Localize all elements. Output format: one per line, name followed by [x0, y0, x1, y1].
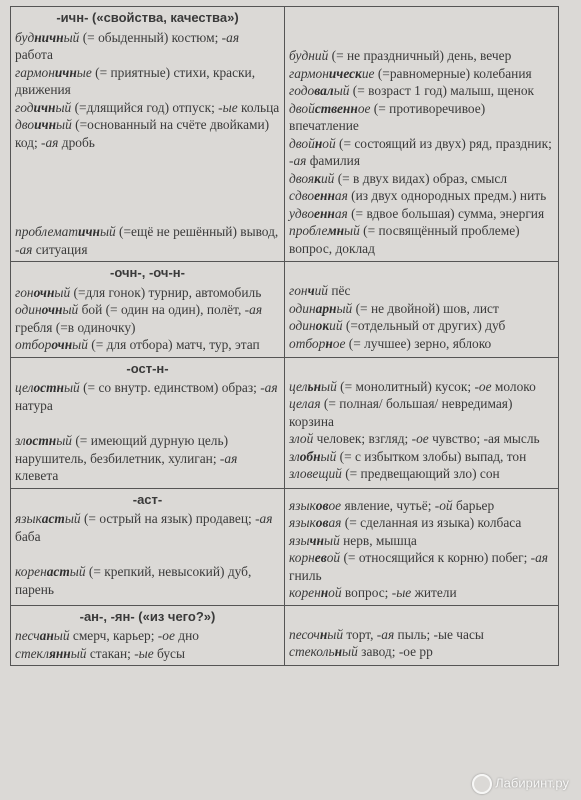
entry-post: ая: [334, 188, 348, 203]
entry-suf: янн: [48, 645, 71, 661]
entry-tail: чувство; -ая мысль: [428, 431, 540, 446]
entry-post: ой: [326, 550, 341, 565]
word-entry: [15, 64, 280, 99]
entry-form: -ая: [221, 29, 240, 45]
entry-tail: баба: [15, 528, 41, 544]
entry-rest: (= предвещающий зло) сон: [341, 466, 500, 481]
word-entry: [15, 510, 280, 545]
entry-rest: (= состоящий из двух) ряд, праздник;: [335, 135, 552, 151]
entry-form: -ые: [218, 99, 238, 115]
entry-post: ое: [328, 497, 342, 513]
entry-pre: двоя: [289, 170, 315, 186]
entry-rest: (= с избытком злобы) выпад, тон: [336, 448, 527, 464]
entry-post: ий: [328, 466, 342, 481]
entry-pre: гармон: [289, 65, 329, 81]
entry-pre: цел: [15, 380, 34, 395]
entry-post: ый: [63, 29, 80, 45]
entry-pre: буд: [15, 29, 35, 45]
entry-suf: ичн: [34, 117, 57, 132]
word-entry: [289, 170, 554, 188]
entry-pre: стекл: [15, 645, 49, 661]
entry-post: ый: [344, 223, 360, 238]
entry-post: ая: [328, 515, 342, 530]
entry-suf: к: [314, 170, 321, 186]
word-entry: [289, 282, 554, 300]
entry-post: ый: [321, 378, 337, 394]
suffix-header: -ост-н-: [126, 360, 169, 376]
entry-pre: год: [15, 99, 34, 115]
entry-suf: ственн: [314, 100, 358, 116]
entry-rest: пёс: [327, 283, 351, 298]
entry-suf: ичн: [33, 99, 56, 115]
word-entry: [289, 378, 554, 396]
entry-form: -ая: [41, 134, 59, 150]
entry-pre: цел: [289, 396, 308, 411]
entry-pre: сдво: [289, 188, 315, 203]
entry-suf: енн: [314, 205, 335, 221]
entry-rest: (= противоречивое) впечатление: [289, 100, 486, 133]
word-entry: [15, 223, 280, 258]
entry-rest: (= посвящённый проблеме) вопрос, доклад: [289, 223, 520, 256]
entry-rest: торт,: [343, 626, 377, 642]
entry-pre: язык: [289, 497, 316, 513]
entry-rest: явление, чутьё;: [341, 497, 435, 513]
left-cell: [11, 7, 285, 262]
entry-rest: (= со внутр. единством) образ;: [79, 380, 261, 395]
entry-suf: ок: [315, 318, 330, 333]
entry-rest: (= имеющий дурную цель) нарушитель, безбилетник, хулиган;: [15, 433, 229, 466]
entry-tail: гребля (=в одиночку): [15, 319, 136, 335]
entry-tail: бусы: [153, 645, 185, 661]
entry-pre: корен: [15, 564, 47, 579]
entry-rest: (= относящийся к корню) побег;: [340, 550, 531, 565]
word-entry: [289, 448, 554, 466]
word-entry: [15, 301, 280, 336]
entry-pre: двой: [289, 135, 315, 151]
entry-suf: аст: [46, 564, 70, 579]
table-row: [11, 605, 559, 666]
entry-post: ий: [320, 170, 335, 186]
entry-pre: один: [289, 318, 316, 333]
word-entry: [289, 514, 554, 532]
left-cell: [11, 357, 285, 488]
entry-suf: ичн: [54, 64, 77, 80]
entry-form: -ая: [289, 153, 307, 168]
entry-rest: завод; -ое рр: [357, 644, 433, 659]
entry-suf: н: [320, 585, 329, 600]
word-entry: [15, 284, 280, 302]
word-entry: [289, 65, 554, 83]
table-row: [11, 7, 559, 262]
entry-pre: удво: [289, 205, 315, 221]
entry-rest: (= полная/ большая/ невредимая) корзина: [289, 396, 513, 429]
watermark: [472, 774, 569, 794]
entry-post: ое: [357, 100, 371, 116]
entry-post: ой: [322, 135, 336, 151]
entry-pre: зл: [15, 433, 26, 448]
word-entry: [289, 465, 554, 483]
entry-post: ые: [76, 64, 92, 80]
entry-suf: енн: [314, 188, 335, 203]
entry-suf: ическ: [328, 65, 362, 81]
right-cell: [285, 488, 559, 605]
entry-form: -ые: [391, 585, 412, 600]
entry-suf: н: [325, 335, 333, 351]
entry-post: ый: [55, 99, 72, 115]
entry-post: ый: [336, 300, 353, 316]
entry-post: ая: [307, 396, 321, 411]
entry-pre: дво: [15, 117, 35, 132]
entry-pre: песч: [15, 628, 40, 643]
entry-post: ой: [328, 585, 342, 600]
entry-rest: бой (= один на один), полёт,: [78, 302, 245, 317]
left-cell: [11, 262, 285, 358]
word-entry: [15, 29, 280, 64]
word-entry: [15, 116, 280, 151]
entry-suf: мн: [327, 223, 345, 238]
right-cell: [285, 605, 559, 666]
entry-tail: молоко: [491, 378, 536, 394]
entry-suf: вал: [314, 83, 334, 98]
entry-rest: (= не двойной) шов, лист: [352, 300, 499, 316]
entry-form: -ая: [219, 450, 238, 466]
entry-post: ие: [361, 65, 375, 81]
right-cell: [285, 262, 559, 358]
entry-pre: один: [289, 300, 316, 316]
entry-post: ый: [54, 284, 71, 300]
entry-pre: язык: [289, 515, 316, 530]
word-entry: [289, 430, 554, 448]
entry-tail: натура: [15, 397, 53, 413]
word-entry: [289, 222, 554, 257]
entry-suf: ов: [315, 515, 329, 530]
entry-pre: отбор: [15, 337, 52, 352]
entry-form: -ые: [134, 645, 154, 661]
entry-pre: стеколь: [289, 644, 335, 659]
entry-tail: ситуация: [32, 241, 88, 257]
entry-tail: фамилия: [306, 153, 361, 168]
entry-post: ый: [56, 433, 72, 448]
entry-pre: гон: [289, 283, 308, 298]
labirint-logo-icon: [472, 774, 492, 794]
entry-suf: н: [334, 644, 343, 659]
table-row: [11, 357, 559, 488]
entry-post: ый: [70, 645, 87, 661]
suffix-header: -ан-, -ян- («из чего?»): [79, 608, 216, 624]
entry-form: -ая: [255, 511, 273, 526]
table-row: [11, 488, 559, 605]
entry-form: -ое: [474, 378, 492, 394]
suffix-header: -ичн- («свойства, качества»): [56, 10, 239, 25]
entry-pre: корен: [289, 585, 321, 600]
entry-post: ый: [62, 302, 79, 317]
entry-pre: годо: [289, 83, 315, 98]
entry-suf: очн: [41, 302, 63, 317]
entry-suf: ев: [314, 550, 327, 565]
entry-pre: песоч: [289, 626, 320, 642]
entry-pre: корн: [289, 550, 315, 565]
entry-suf: ан: [39, 628, 54, 643]
entry-post: ый: [72, 337, 88, 352]
word-entry: [289, 532, 554, 550]
entry-suf: обн: [299, 448, 321, 464]
entry-pre: будний: [289, 48, 329, 63]
word-entry: [15, 99, 280, 117]
entry-rest: (=основанный на счёте двойками) код;: [15, 117, 270, 150]
word-entry: [289, 335, 554, 353]
entry-post: ый: [342, 644, 358, 659]
entry-rest: (= острый на язык) продавец;: [80, 511, 256, 526]
entry-pre: пробле: [289, 223, 328, 238]
word-entry: [289, 300, 554, 318]
word-entry: [289, 497, 554, 515]
word-entry: [289, 82, 554, 100]
entry-suf: очн: [33, 284, 55, 300]
entry-pre: двой: [289, 100, 315, 116]
entry-rest: смерч, карьер;: [69, 628, 158, 643]
watermark-text: Лабиринт.ру: [495, 775, 569, 791]
word-entry: [289, 135, 554, 170]
word-entry: [289, 584, 554, 602]
entry-pre: язы: [289, 532, 310, 548]
entry-suf: ничн: [34, 29, 64, 45]
suffix-table: [10, 6, 559, 666]
entry-rest: вопрос;: [341, 585, 392, 600]
word-entry: [289, 187, 554, 205]
entry-rest: (=для гонок) турнир, автомобиль: [70, 284, 262, 300]
entry-suf: арн: [315, 300, 337, 316]
entry-tail: барьер: [452, 497, 495, 513]
word-entry: [15, 563, 280, 598]
entry-rest: (из двух однородных предм.) нить: [347, 188, 547, 203]
word-entry: [15, 627, 280, 645]
entry-tail: жители: [411, 585, 457, 600]
entry-suf: ьн: [307, 378, 322, 394]
entry-form: -ая: [530, 550, 549, 565]
table-row: [11, 262, 559, 358]
entry-post: ий: [314, 283, 328, 298]
entry-form: -ой: [434, 497, 453, 513]
entry-form: -ая: [244, 302, 263, 317]
entry-post: ой: [299, 431, 314, 446]
entry-suf: ичн: [78, 224, 100, 239]
entry-post: ый: [320, 448, 337, 464]
entry-tail: пыль; -ые часы: [394, 626, 484, 642]
entry-rest: (= не праздничный) день, вечер: [328, 48, 512, 63]
entry-rest: (= крепкий, невысокий) дуб, парень: [15, 564, 252, 597]
entry-tail: работа: [15, 47, 53, 62]
word-entry: [289, 205, 554, 223]
entry-pre: проблемат: [15, 224, 79, 239]
entry-post: ое: [332, 335, 346, 351]
entry-suf: аст: [41, 511, 65, 526]
entry-form: -ое: [157, 628, 175, 643]
entry-rest: (= сделанная из языка) колбаса: [341, 515, 522, 530]
entry-rest: (= обыденный) костюм;: [79, 29, 222, 45]
entry-pre: зл: [289, 448, 300, 464]
entry-suf: н: [314, 135, 323, 151]
right-cell: [285, 7, 559, 262]
entry-rest: (=длящийся год) отпуск;: [71, 99, 219, 115]
entry-rest: (= приятные) стихи, краски, движения: [15, 64, 256, 97]
word-entry: [15, 336, 280, 354]
entry-pre: гармон: [15, 64, 55, 80]
entry-suf: ов: [315, 497, 329, 513]
entry-rest: стакан;: [86, 645, 135, 661]
entry-rest: (= монолитный) кусок;: [336, 378, 475, 394]
entry-pre: зловещ: [289, 466, 329, 481]
word-entry: [289, 100, 554, 135]
word-entry: [15, 379, 280, 414]
entry-post: ая: [334, 205, 348, 221]
entry-rest: (=ещё не решённый) вывод,: [115, 224, 279, 239]
right-cell: [285, 357, 559, 488]
entry-post: ый: [69, 564, 86, 579]
suffix-header: -аст-: [132, 491, 163, 507]
entry-form: -ая: [376, 626, 395, 642]
left-cell: [11, 488, 285, 605]
entry-suf: остн: [25, 433, 57, 448]
entry-form: -ая: [260, 380, 278, 395]
entry-rest: (= возраст 1 год) малыш, щенок: [349, 83, 535, 98]
entry-post: ый: [327, 626, 344, 642]
word-entry: [289, 395, 554, 430]
word-entry: [289, 626, 554, 644]
entry-rest: (=равномерные) колебания: [374, 65, 532, 81]
entry-tail: гниль: [289, 567, 322, 583]
entry-pre: гон: [15, 284, 34, 300]
entry-form: -ая: [15, 241, 33, 257]
word-entry: [289, 47, 554, 65]
entry-rest: нерв, мышца: [339, 532, 417, 548]
entry-rest: (= в двух видах) образ, смысл: [334, 170, 508, 186]
entry-tail: клевета: [15, 468, 59, 483]
entry-post: ый: [324, 532, 340, 548]
entry-post: ий: [329, 318, 343, 333]
entry-suf: очн: [51, 337, 73, 352]
entry-rest: (= лучшее) зерно, яблоко: [345, 335, 492, 351]
entry-form: -ое: [411, 431, 429, 446]
entry-pre: один: [15, 302, 42, 317]
entry-tail: дно: [174, 628, 199, 643]
entry-rest: (= для отбора) матч, тур, этап: [87, 337, 260, 352]
word-entry: [289, 549, 554, 584]
entry-rest: (=отдельный от других) дуб: [342, 318, 506, 333]
left-cell: [11, 605, 285, 666]
entry-suf: ч: [307, 283, 315, 298]
entry-pre: язык: [15, 511, 42, 526]
entry-tail: кольца: [237, 99, 280, 115]
entry-suf: н: [319, 626, 328, 642]
word-entry: [289, 643, 554, 661]
word-entry: [289, 317, 554, 335]
entry-pre: отбор: [289, 335, 326, 351]
entry-rest: (= вдвое большая) сумма, энергия: [347, 205, 545, 221]
entry-post: ый: [333, 83, 350, 98]
word-entry: [15, 645, 280, 663]
word-entry: [15, 432, 280, 485]
entry-suf: чн: [309, 532, 324, 548]
entry-post: ый: [63, 380, 80, 395]
entry-post: ый: [99, 224, 116, 239]
entry-rest: человек; взгляд;: [313, 431, 412, 446]
entry-post: ый: [53, 628, 70, 643]
entry-suf: остн: [33, 380, 64, 395]
entry-post: ый: [56, 117, 72, 132]
entry-tail: дробь: [58, 134, 95, 150]
suffix-header: -очн-, -оч-н-: [110, 265, 185, 280]
entry-post: ый: [64, 511, 81, 526]
entry-pre: зл: [289, 431, 300, 446]
entry-pre: цел: [289, 378, 308, 394]
